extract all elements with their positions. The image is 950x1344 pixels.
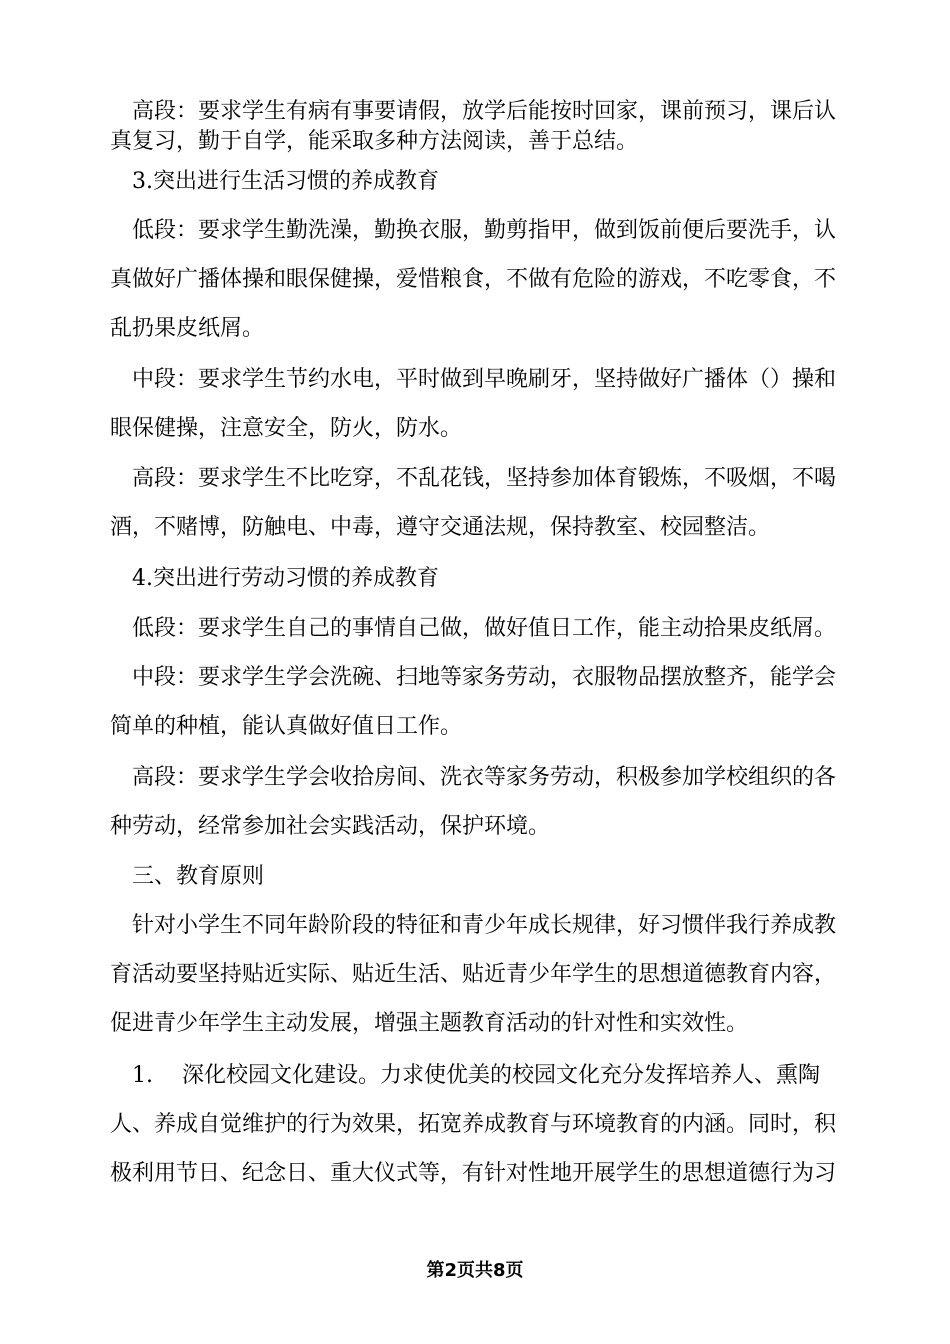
paragraph-principle-1 bbox=[110, 1064, 850, 1186]
text-line: 人、养成自觉维护的行为效果，拓宽养成教育与环境教育的内涵。同时，积 bbox=[110, 1112, 837, 1137]
text-line: 针对小学生不同年龄阶段的特征和青少年成长规律，好习惯伴我行养成教 bbox=[110, 913, 837, 938]
paragraph-high-stage-life bbox=[110, 467, 850, 540]
text-line: 4.突出进行劳动习惯的养成教育 bbox=[110, 566, 439, 591]
page-number-footer: 第2页共8页 bbox=[426, 1260, 524, 1281]
text-line: 高段：要求学生有病有事要请假，放学后能按时回家，课前预习，课后认 bbox=[110, 99, 837, 124]
text-line: 三、教育原则 bbox=[110, 864, 265, 889]
paragraph-mid-stage-life bbox=[110, 368, 850, 441]
text-line: 中段：要求学生学会洗碗、扫地等家务劳动，衣服物品摆放整齐，能学会 bbox=[110, 665, 837, 690]
text-line: 促进青少年学生主动发展，增强主题教育活动的针对性和实效性。 bbox=[110, 1011, 749, 1036]
text-line: 高段：要求学生不比吃穿，不乱花钱，坚持参加体育锻炼，不吸烟，不喝 bbox=[110, 466, 837, 491]
section-heading-life-habits bbox=[110, 170, 850, 194]
text-line: 种劳动，经常参加社会实践活动，保护环境。 bbox=[110, 814, 551, 839]
text-line: 极利用节日、纪念日、重大仪式等，有针对性地开展学生的思想道德行为习 bbox=[110, 1161, 837, 1186]
text-line: 真做好广播体操和眼保健操，爱惜粮食，不做有危险的游戏，不吃零食，不 bbox=[110, 267, 837, 292]
text-line: 1. 深化校园文化建设。力求使优美的校园文化充分发挥培养人、熏陶 bbox=[110, 1063, 820, 1088]
paragraph-mid-stage-labor bbox=[110, 666, 850, 739]
text-line: 眼保健操，注意安全，防火，防水。 bbox=[110, 416, 463, 441]
paragraph-low-stage-life bbox=[110, 219, 850, 341]
text-line: 真复习，勤于自学，能采取多种方法阅读，善于总结。 bbox=[110, 129, 639, 154]
text-line: 低段：要求学生自己的事情自己做，做好值日工作，能主动拾果皮纸屑。 bbox=[110, 616, 837, 641]
text-line: 酒，不赌博，防触电、中毒，遵守交通法规，保持教室、校园整洁。 bbox=[110, 515, 771, 540]
text-line: 低段：要求学生勤洗澡，勤换衣服，勤剪指甲，做到饭前便后要洗手，认 bbox=[110, 218, 837, 243]
text-line: 育活动要坚持贴近实际、贴近生活、贴近青少年学生的思想道德教育内容， bbox=[110, 962, 837, 987]
text-line: 3.突出进行生活习惯的养成教育 bbox=[110, 169, 439, 194]
text-line: 中段：要求学生节约水电，平时做到早晚刷牙，坚持做好广播体（）操和 bbox=[110, 367, 837, 392]
text-line: 乱扔果皮纸屑。 bbox=[110, 316, 265, 341]
paragraph-principles-intro bbox=[110, 914, 850, 1036]
paragraph-high-stage-labor bbox=[110, 766, 850, 839]
text-line: 简单的种植，能认真做好值日工作。 bbox=[110, 714, 463, 739]
text-line: 高段：要求学生学会收拾房间、洗衣等家务劳动，积极参加学校组织的各 bbox=[110, 765, 837, 790]
section-heading-labor-habits bbox=[110, 567, 850, 591]
section-heading-principles bbox=[110, 865, 850, 889]
paragraph-low-stage-labor bbox=[110, 617, 850, 641]
paragraph-high-stage-study bbox=[110, 100, 850, 154]
